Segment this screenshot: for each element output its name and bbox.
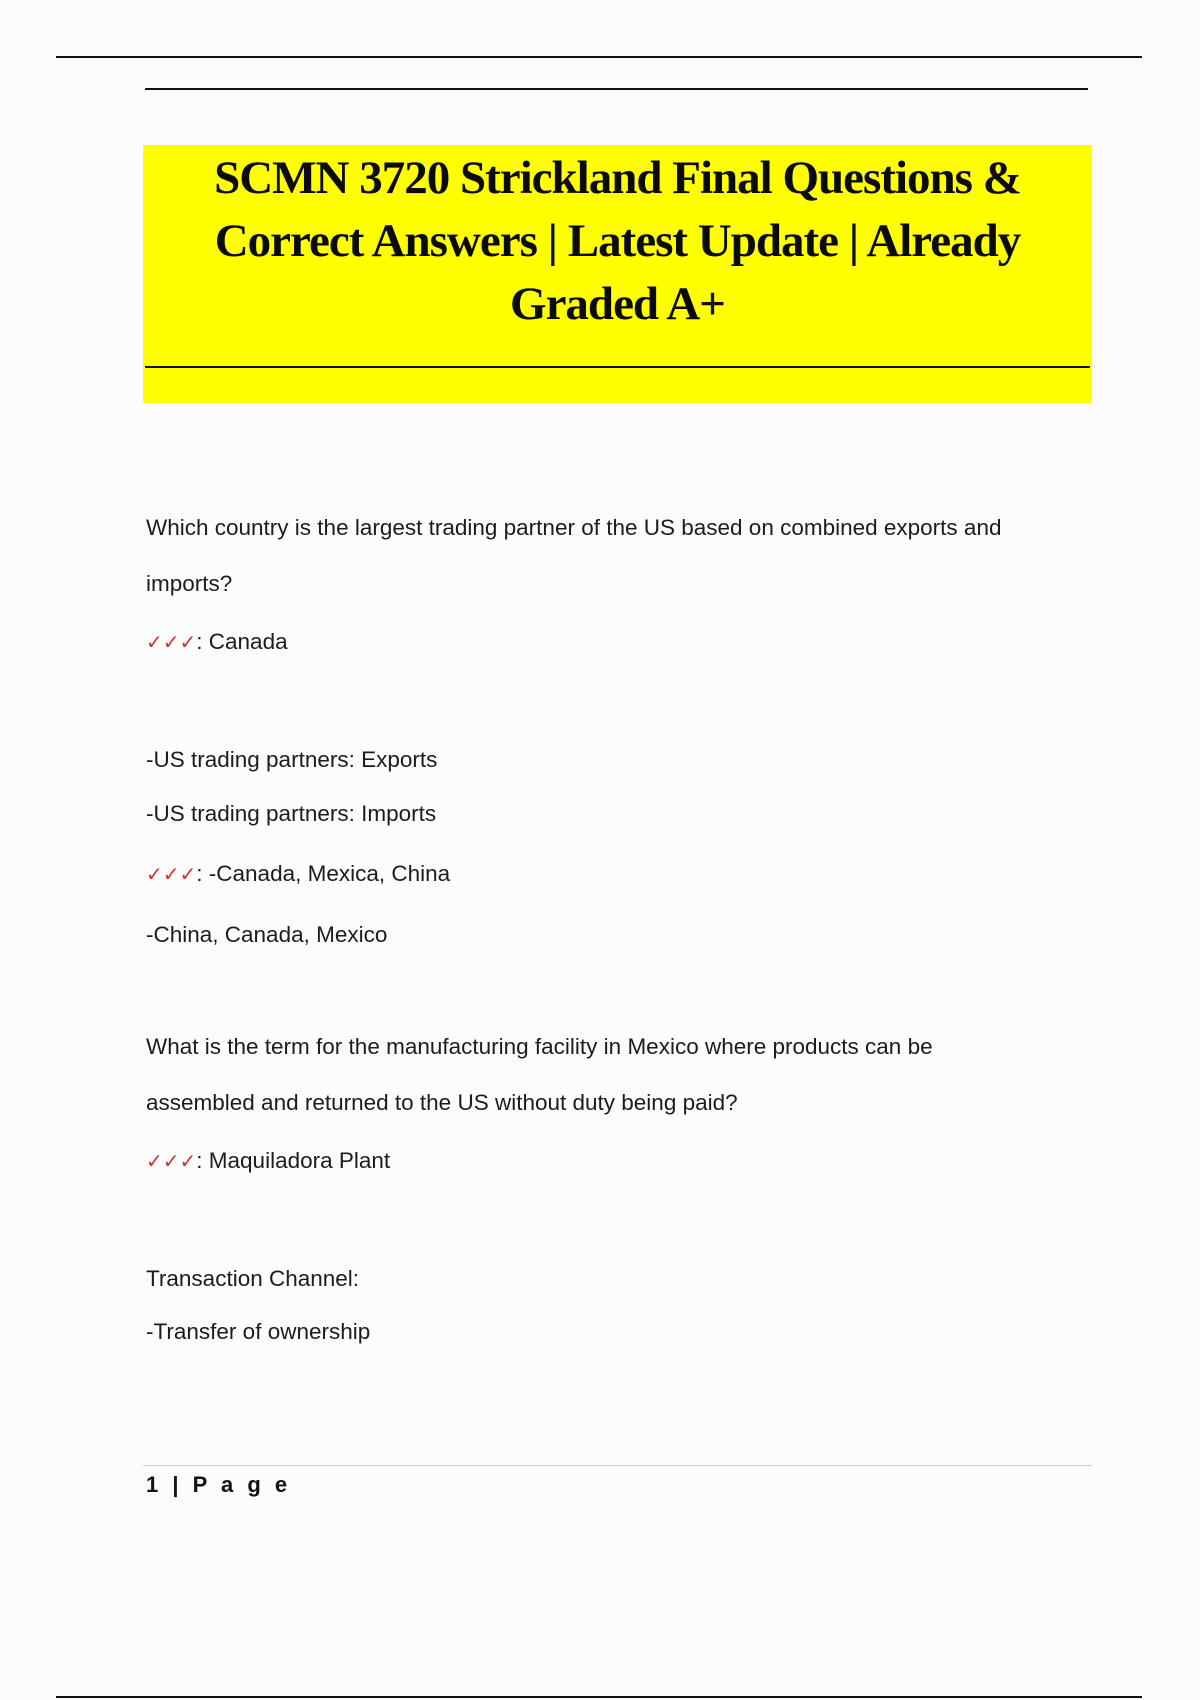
answer-1 xyxy=(146,628,288,656)
check-mark-icon: ✓✓✓ xyxy=(146,1149,197,1173)
check-mark-icon: ✓✓✓ xyxy=(146,862,197,886)
footer-rule xyxy=(143,1465,1092,1466)
answer-2-line-2: -China, Canada, Mexico xyxy=(146,922,388,947)
question-3-line-1: What is the term for the manufacturing facility in Mexico where products can be xyxy=(146,1034,933,1059)
check-mark-icon: ✓✓✓ xyxy=(146,630,197,654)
header-rule-outer xyxy=(56,56,1142,58)
bottom-rule xyxy=(56,1696,1142,1698)
answer-3 xyxy=(146,1147,390,1175)
answer-1-text: : Canada xyxy=(196,629,288,654)
document-title: SCMN 3720 Strickland Final Questions & Correct Answers | Latest Update | Already Graded A+ xyxy=(214,152,1021,330)
question-3-line-2: assembled and returned to the US without duty being paid? xyxy=(146,1090,738,1115)
question-2-line-2: -US trading partners: Imports xyxy=(146,801,437,826)
question-1-line-1: Which country is the largest trading partner of the US based on combined exports and xyxy=(146,515,1002,540)
page-number: 1 | P a g e xyxy=(146,1472,292,1497)
question-2-line-1: -US trading partners: Exports xyxy=(146,747,438,772)
question-1-line-2: imports? xyxy=(146,571,233,596)
question-4-line-1: Transaction Channel: xyxy=(146,1266,360,1291)
title-banner xyxy=(143,145,1092,403)
header-rule-inner xyxy=(145,88,1088,90)
title-underline xyxy=(145,366,1090,368)
answer-2 xyxy=(146,860,450,888)
answer-2-text: : -Canada, Mexica, China xyxy=(196,861,451,886)
question-4-line-2: -Transfer of ownership xyxy=(146,1319,371,1344)
answer-3-text: : Maquiladora Plant xyxy=(196,1148,391,1173)
